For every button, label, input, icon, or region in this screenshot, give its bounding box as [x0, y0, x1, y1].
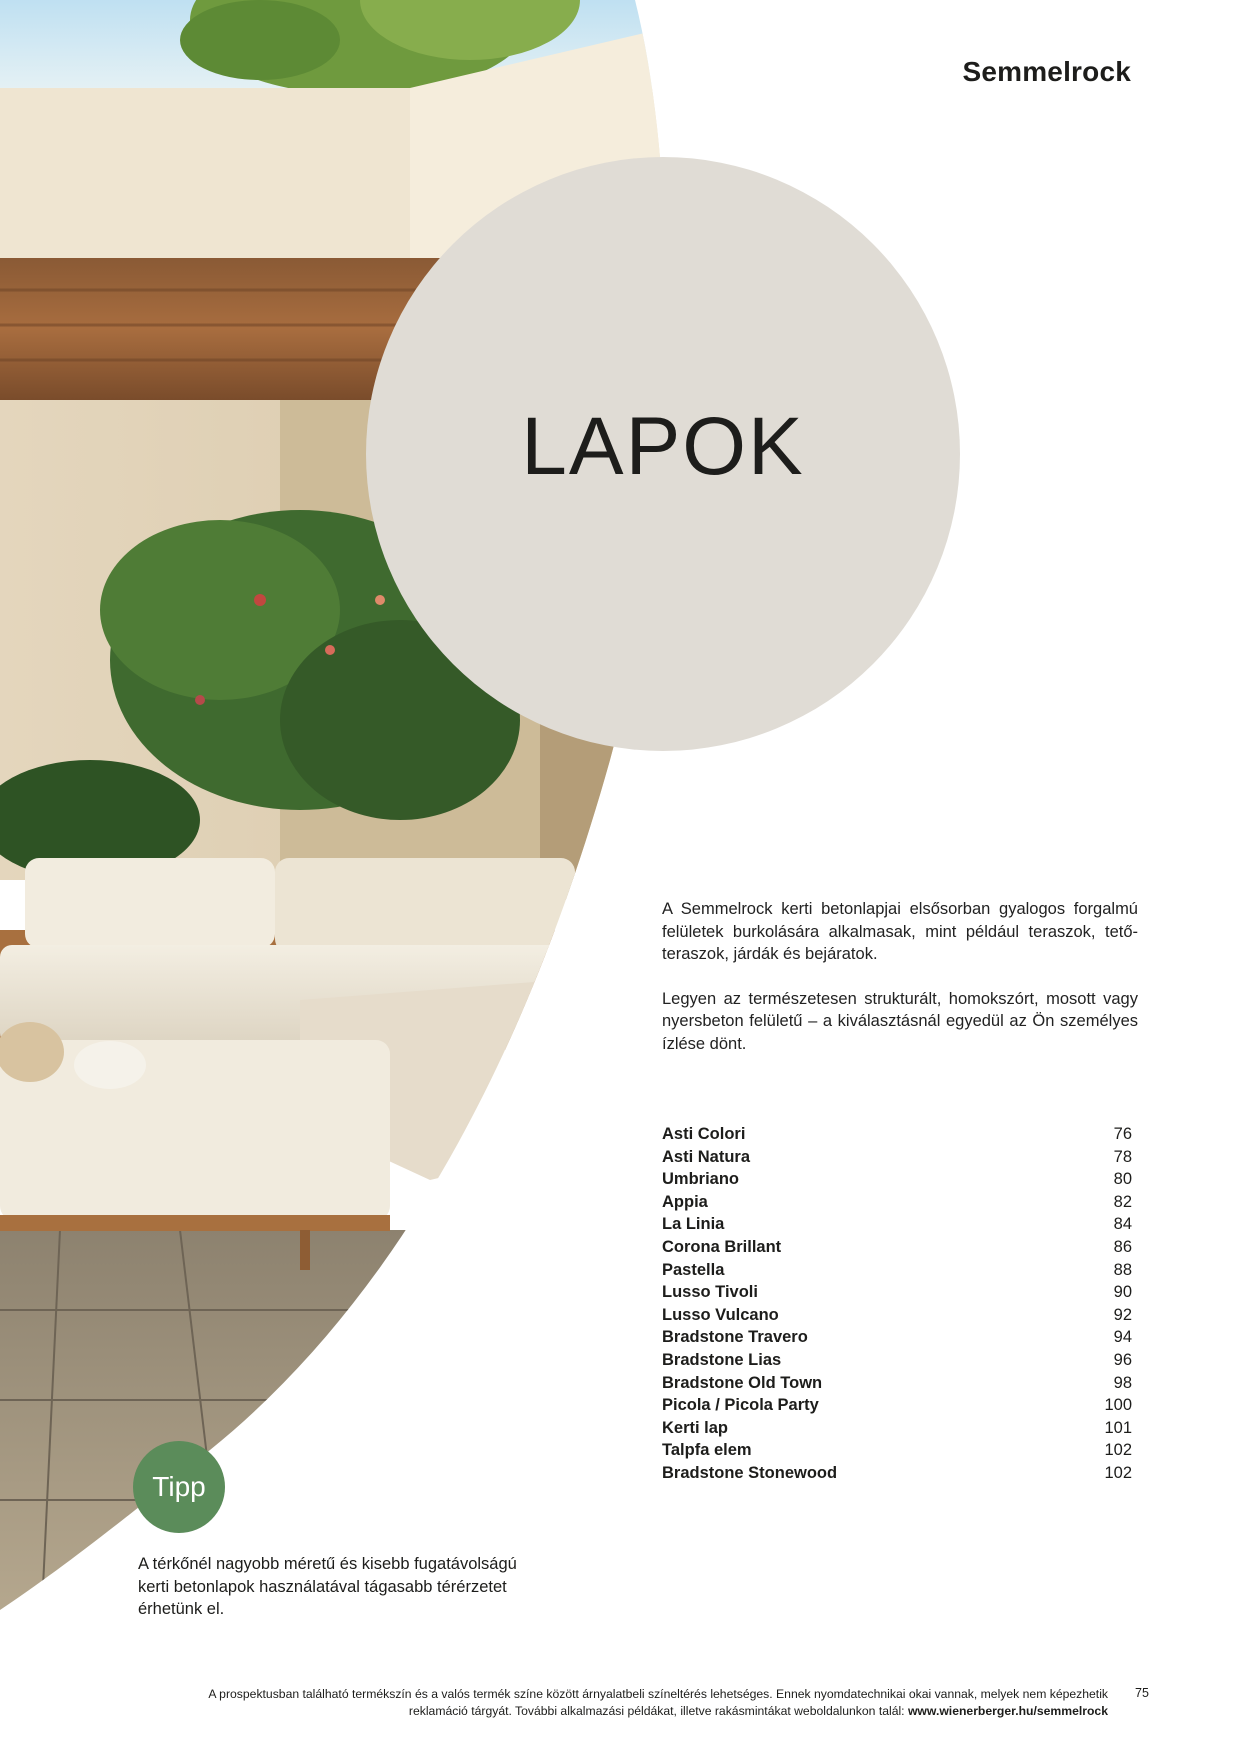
toc-page: 96 — [1113, 1350, 1132, 1369]
toc-page: 102 — [1104, 1441, 1132, 1460]
toc-name: Appia — [662, 1192, 708, 1211]
toc-row[interactable] — [662, 1439, 1132, 1462]
intro-paragraph-2: Legyen az természetesen strukturált, homokszórt, mosott vagy nyersbeton felületű – a kiválasztásnál egyedül az Ön személyes ízlése dönt. — [662, 989, 1138, 1053]
section-title-circle — [366, 157, 960, 751]
footer-url-link[interactable]: www.wienerberger.hu/semmelrock — [907, 1704, 1108, 1718]
toc-row[interactable] — [662, 1394, 1132, 1417]
toc-row[interactable] — [662, 1213, 1132, 1236]
footer-disclaimer — [200, 1686, 1108, 1720]
page-number: 75 — [1135, 1686, 1149, 1700]
toc-name: Lusso Vulcano — [662, 1305, 779, 1324]
toc-row[interactable] — [662, 1191, 1132, 1214]
intro-paragraph-1: A Semmelrock kerti betonlapjai elsősorban gyalogos forgalmú felületek burkolására alkalmasak, mint például teraszok, tető-teraszok, járdák és bejáratok. — [662, 900, 1138, 963]
toc-page: 98 — [1113, 1373, 1132, 1392]
toc-page: 84 — [1113, 1215, 1132, 1234]
toc-name: Pastella — [662, 1260, 725, 1279]
toc-row[interactable] — [662, 1462, 1132, 1485]
table-of-contents — [662, 1123, 1132, 1485]
toc-row[interactable] — [662, 1146, 1132, 1169]
toc-row[interactable] — [662, 1236, 1132, 1259]
toc-page: 90 — [1113, 1283, 1132, 1302]
tip-badge-label: Tipp — [152, 1471, 206, 1502]
toc-page: 88 — [1113, 1260, 1132, 1279]
toc-page: 94 — [1113, 1328, 1132, 1347]
toc-name: Asti Natura — [662, 1147, 751, 1166]
toc-row[interactable] — [662, 1123, 1132, 1146]
toc-page: 101 — [1104, 1418, 1132, 1437]
footer-note-text: A prospektusban található termékszín és a valós termék színe között árnyalatbeli színeltérés lehetséges. Ennek nyomdatechnikai okai vannak, melyek nem képezhetik reklamáció tárgyát. További alkalmazási példákat, illetve rakásmintákat weboldalunkon talál: — [208, 1687, 1108, 1718]
toc-page: 76 — [1113, 1125, 1132, 1143]
toc-name: La Linia — [662, 1215, 725, 1234]
toc-page: 82 — [1113, 1192, 1132, 1211]
toc-name: Bradstone Lias — [662, 1350, 782, 1369]
toc-page: 78 — [1113, 1147, 1132, 1166]
brand-logo-text: Semmelrock — [962, 56, 1131, 87]
tip-badge — [133, 1441, 225, 1533]
toc-row[interactable] — [662, 1281, 1132, 1304]
toc-row[interactable] — [662, 1372, 1132, 1395]
tip-text: A térkőnél nagyobb méretű és kisebb fugatávolságú kerti betonlapok használatával tágasabb térérzetet érhetünk el. — [138, 1555, 517, 1618]
toc-name: Bradstone Old Town — [662, 1373, 823, 1392]
toc-name: Talpfa elem — [662, 1441, 752, 1460]
toc-page: 100 — [1104, 1396, 1132, 1415]
toc-name: Asti Colori — [662, 1125, 746, 1143]
toc-row[interactable] — [662, 1168, 1132, 1191]
toc-page: 102 — [1104, 1463, 1132, 1482]
toc-name: Kerti lap — [662, 1418, 729, 1437]
toc-name: Bradstone Travero — [662, 1328, 808, 1347]
toc-row[interactable] — [662, 1417, 1132, 1440]
toc-row[interactable] — [662, 1349, 1132, 1372]
page-title: LAPOK — [521, 401, 805, 492]
toc-page: 92 — [1113, 1305, 1132, 1324]
toc-name: Picola / Picola Party — [662, 1396, 819, 1415]
toc-page: 86 — [1113, 1237, 1132, 1256]
toc-page: 80 — [1113, 1170, 1132, 1189]
toc-row[interactable] — [662, 1259, 1132, 1282]
toc-row[interactable] — [662, 1326, 1132, 1349]
toc-name: Lusso Tivoli — [662, 1283, 758, 1302]
toc-name: Bradstone Stonewood — [662, 1463, 838, 1482]
toc-name: Umbriano — [662, 1170, 740, 1189]
toc-row[interactable] — [662, 1304, 1132, 1327]
toc-name: Corona Brillant — [662, 1237, 782, 1256]
intro-text — [662, 898, 1138, 1077]
